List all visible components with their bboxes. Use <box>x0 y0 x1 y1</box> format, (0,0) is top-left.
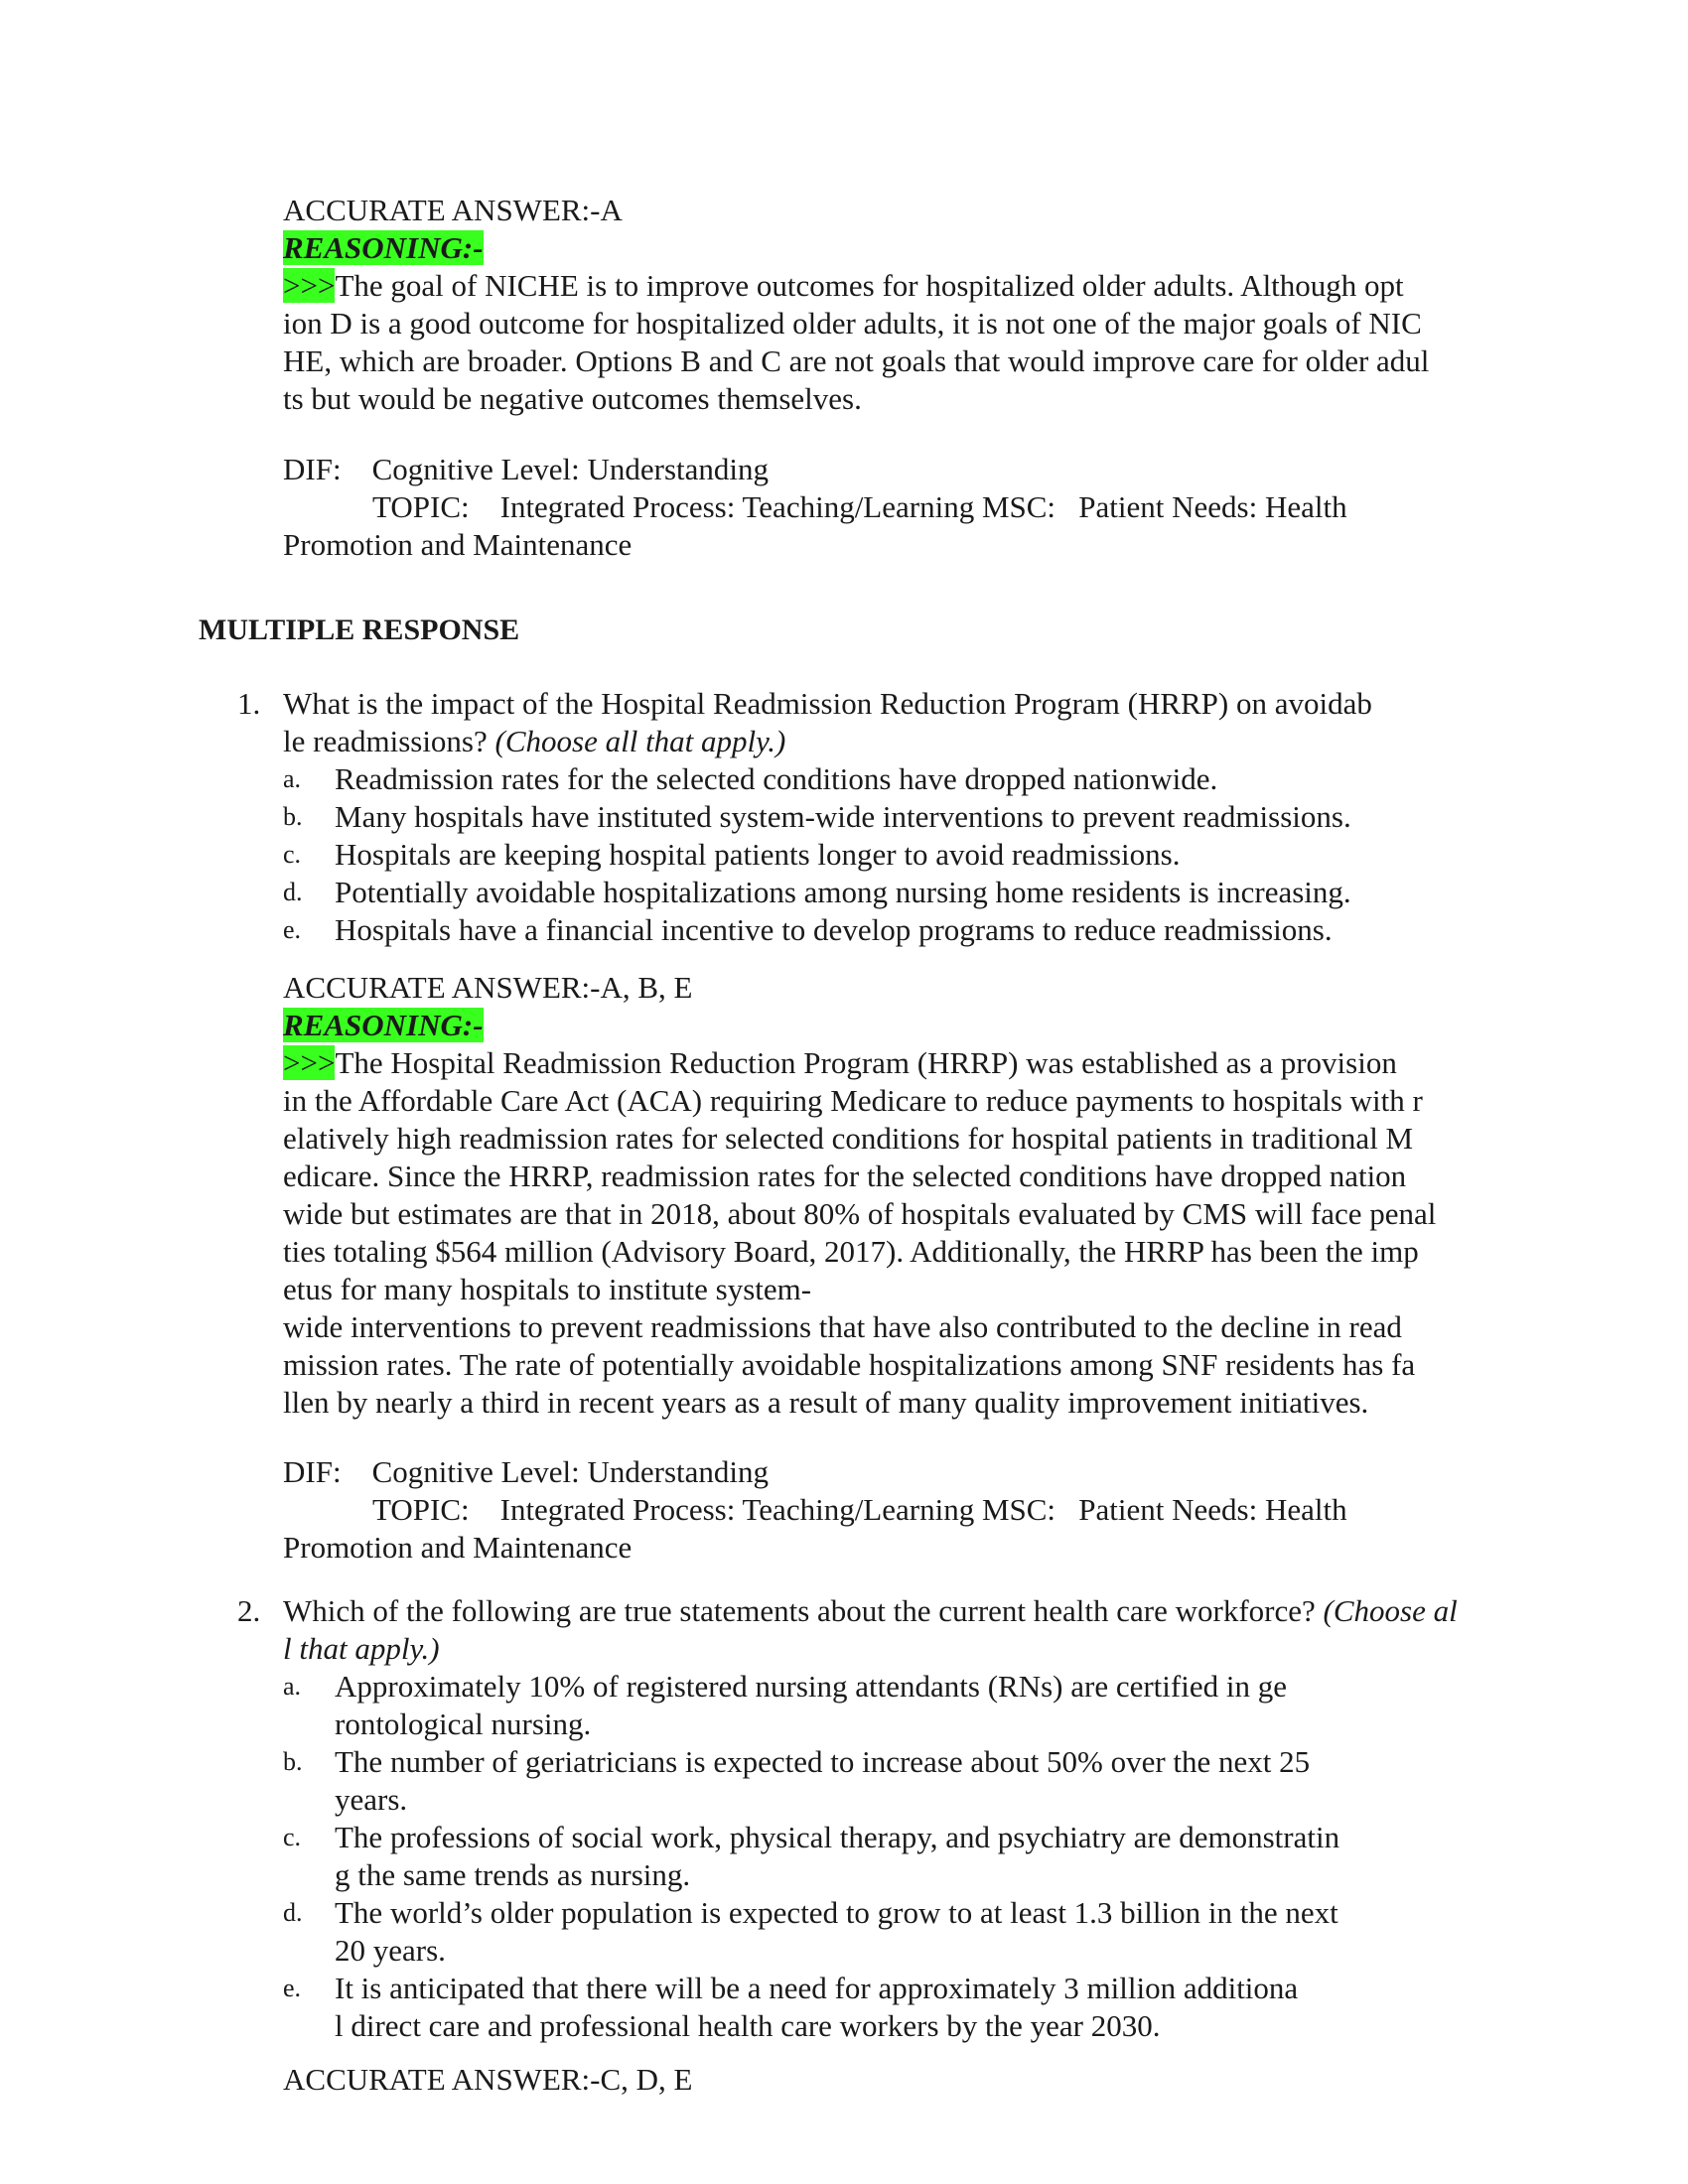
accurate-answer: ACCURATE ANSWER:-A <box>283 193 623 227</box>
reasoning-line: ion D is a good outcome for hospitalized older adults, it is not one of the major goals of NIC <box>283 306 1422 341</box>
reasoning-line: etus for many hospitals to institute system- <box>283 1272 812 1306</box>
arrows-marker: >>> <box>283 268 336 303</box>
answer-block-prev <box>283 192 1534 418</box>
question-text: Which of the following are true statements about the current health care workforce? (Choose al <box>283 1593 1458 1628</box>
question-1 <box>237 685 1564 760</box>
option-a: a. Approximately 10% of registered nursing attendants (RNs) are certified in ge rontological nursing. <box>283 1669 1287 1741</box>
reasoning-line: >>>The goal of NICHE is to improve outcomes for hospitalized older adults. Although opt <box>283 268 1404 303</box>
reasoning-line: elatively high readmission rates for selected conditions for hospital patients in traditional M <box>283 1121 1414 1156</box>
question-text: What is the impact of the Hospital Readmission Reduction Program (HRRP) on avoidab <box>283 686 1372 721</box>
question-text: l that apply.) <box>283 1631 440 1666</box>
dif-block <box>283 1453 1534 1567</box>
reasoning-line: wide but estimates are that in 2018, about 80% of hospitals evaluated by CMS will face penal <box>283 1196 1437 1231</box>
question-1-options <box>283 760 1554 949</box>
option-e: e. It is anticipated that there will be a need for approximately 3 million additiona l direct care and professional health care workers by the year 2030. <box>283 1971 1299 2043</box>
dif-line: DIF: Cognitive Level: Understanding <box>283 452 770 486</box>
question-number: 1. <box>237 686 261 721</box>
option-b: b. Many hospitals have instituted system-wide interventions to prevent readmissions. <box>283 799 1351 834</box>
option-c: c. Hospitals are keeping hospital patients longer to avoid readmissions. <box>283 837 1181 872</box>
reasoning-label: REASONING:- <box>283 230 484 265</box>
option-d: d. Potentially avoidable hospitalizations among nursing home residents is increasing. <box>283 875 1351 909</box>
answer-block-q2 <box>283 2061 1534 2099</box>
option-c: c. The professions of social work, physical therapy, and psychiatry are demonstratin g the same trends as nursing. <box>283 1820 1340 1892</box>
reasoning-label: REASONING:- <box>283 1008 484 1042</box>
question-2-options <box>283 1668 1554 2045</box>
answer-block-q1 <box>283 969 1534 1422</box>
reasoning-line: mission rates. The rate of potentially avoidable hospitalizations among SNF residents has fa <box>283 1347 1416 1382</box>
accurate-answer: ACCURATE ANSWER:-C, D, E <box>283 2062 693 2097</box>
accurate-answer: ACCURATE ANSWER:-A, B, E <box>283 970 693 1005</box>
topic-line: TOPIC: Integrated Process: Teaching/Learning MSC: Patient Needs: Health <box>372 489 1347 524</box>
option-a: a. Readmission rates for the selected conditions have dropped nationwide. <box>283 761 1218 796</box>
reasoning-line: HE, which are broader. Options B and C are not goals that would improve care for older adul <box>283 343 1430 378</box>
promotion-line: Promotion and Maintenance <box>283 1530 633 1565</box>
arrows-marker: >>> <box>283 1045 336 1080</box>
question-2 <box>237 1592 1564 1668</box>
option-e: e. Hospitals have a financial incentive to develop programs to reduce readmissions. <box>283 912 1333 947</box>
reasoning-line: ts but would be negative outcomes themselves. <box>283 381 862 416</box>
question-text: le readmissions? (Choose all that apply.) <box>283 724 786 758</box>
reasoning-line: in the Affordable Care Act (ACA) requiring Medicare to reduce payments to hospitals with r <box>283 1083 1423 1118</box>
topic-line: TOPIC: Integrated Process: Teaching/Learning MSC: Patient Needs: Health <box>372 1492 1347 1527</box>
option-b: b. The number of geriatricians is expected to increase about 50% over the next 25 years. <box>283 1744 1311 1817</box>
reasoning-line: llen by nearly a third in recent years as a result of many quality improvement initiatives. <box>283 1385 1369 1420</box>
reasoning-line: >>>The Hospital Readmission Reduction Program (HRRP) was established as a provision <box>283 1045 1397 1080</box>
dif-line: DIF: Cognitive Level: Understanding <box>283 1454 770 1489</box>
reasoning-line: ties totaling $564 million (Advisory Board, 2017). Additionally, the HRRP has been the imp <box>283 1234 1419 1269</box>
question-number: 2. <box>237 1593 261 1628</box>
dif-block <box>283 451 1534 564</box>
reasoning-line: edicare. Since the HRRP, readmission rates for the selected conditions have dropped nation <box>283 1159 1407 1193</box>
promotion-line: Promotion and Maintenance <box>283 527 633 562</box>
option-d: d. The world’s older population is expected to grow to at least 1.3 billion in the next 20 years. <box>283 1895 1338 1968</box>
reasoning-line: wide interventions to prevent readmissions that have also contributed to the decline in read <box>283 1309 1402 1344</box>
section-title: MULTIPLE RESPONSE <box>199 614 520 646</box>
